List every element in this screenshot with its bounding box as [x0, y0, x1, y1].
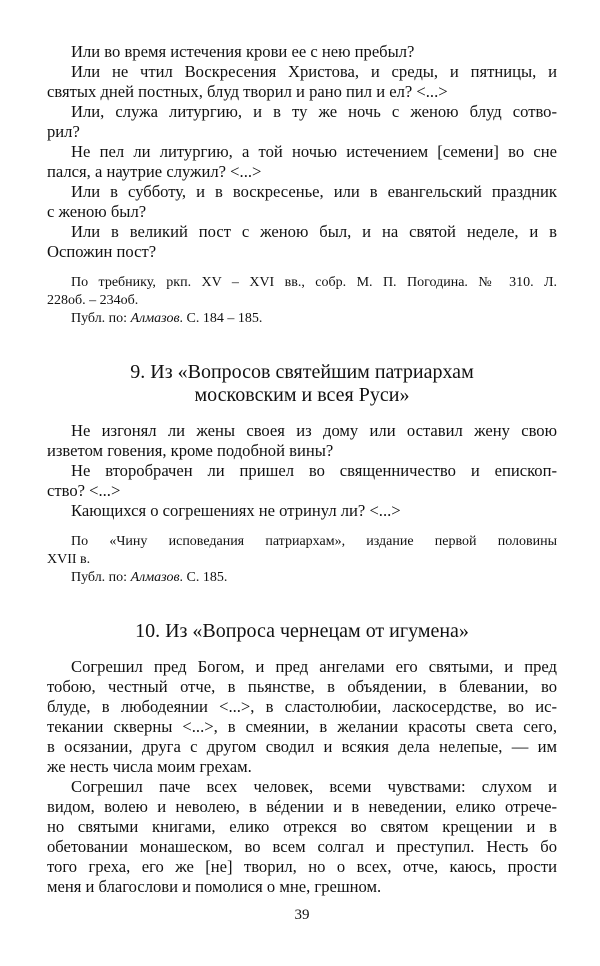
- text-line: же несть числа моим грехам.: [47, 757, 252, 776]
- text-line: Или не чтил Воскресения Христова, и среды, и пятницы, и: [71, 62, 557, 81]
- body-paragraph: [47, 222, 557, 262]
- text-line: XVII в.: [47, 552, 91, 567]
- text-line: По «Чину исповедания патриархам», издание первой половины: [71, 534, 557, 549]
- reference-text: Публ. по:: [71, 570, 131, 585]
- author-name: Алмазов: [130, 311, 180, 326]
- section-heading: [47, 620, 557, 643]
- text-line: Кающихся о согрешениях не отринул ли? <...>: [71, 501, 401, 520]
- source-note: [47, 569, 557, 587]
- text-line: меня и благослови и помолися о мне, грешном.: [47, 877, 382, 896]
- text-line: но святыми книгами, елико отрекся во святом крещении и в: [47, 817, 557, 836]
- text-line: изветом говения, кроме подобной вины?: [47, 441, 334, 460]
- body-paragraph: [47, 657, 557, 777]
- text-line: Или в субботу, и в воскресенье, или в евангельский праздник: [71, 182, 557, 201]
- source-note: [47, 274, 557, 310]
- text-line: Или в великий пост с женою был, и на святой неделе, и в: [71, 222, 557, 241]
- document-page: [47, 42, 557, 925]
- body-paragraph: [47, 501, 557, 521]
- text-line: Согрешил пред Богом, и пред ангелами его святыми, и пред: [71, 657, 557, 676]
- text-line: Не второбрачен ли пришел во священничество и епископ-: [71, 461, 557, 480]
- text-line: Или, служа литургию, и в ту же ночь с женою блуд сотво-: [71, 102, 557, 121]
- text-line: ство? <...>: [47, 481, 121, 500]
- text-line: тобою, честный отче, в пьянстве, в объядении, в блевании, во: [47, 677, 557, 696]
- body-paragraph: [47, 102, 557, 142]
- text-line: Или во время истечения крови ее с нею пребыл?: [71, 42, 415, 61]
- text-line: пался, а наутрие служил? <...>: [47, 162, 262, 181]
- text-line: того греха, его же [не] творил, но о всех, отче, каюсь, прости: [47, 857, 557, 876]
- text-line: в осязании, друга с другом сводил и всякия дела нелепые, — им: [47, 737, 557, 756]
- body-paragraph: [47, 62, 557, 102]
- body-paragraph: [47, 142, 557, 182]
- text-line: 9. Из «Вопросов святейшим патриархам: [130, 361, 474, 383]
- source-note: [47, 533, 557, 569]
- body-paragraph: [47, 461, 557, 501]
- reference-text: . С. 185.: [179, 570, 228, 585]
- text-line: Не изгонял ли жены своея из дому или оставил жену свою: [71, 421, 557, 440]
- body-paragraph: [47, 777, 557, 897]
- text-line: обетовании монашеском, во всем солгал и преступил. Несть бо: [47, 837, 557, 856]
- body-paragraph: [47, 421, 557, 461]
- section-heading: [47, 361, 557, 407]
- author-name: Алмазов: [130, 570, 180, 585]
- source-note: [47, 310, 557, 328]
- text-line: святых дней постных, блуд творил и рано пил и ел? <...>: [47, 82, 448, 101]
- text-line: московским и всея Руси»: [194, 384, 410, 406]
- body-paragraph: [47, 42, 557, 62]
- text-line: рил?: [47, 122, 80, 141]
- text-line: видом, волею и неволею, в вéдении и в неведении, елико отрече-: [47, 797, 557, 816]
- reference-text: . С. 184 – 185.: [179, 311, 263, 326]
- text-line: с женою был?: [47, 202, 147, 221]
- text-line: Оспожин пост?: [47, 242, 157, 261]
- publication-reference: [47, 569, 557, 587]
- text-line: Не пел ли литургию, а той ночью истечением [семени] во сне: [71, 142, 557, 161]
- text-line: 228об. – 234об.: [47, 293, 139, 308]
- text-line: По требнику, ркп. XV – XVI вв., собр. М. П. Погодина. № 310. Л.: [71, 275, 557, 290]
- text-line: блуде, в любодеянии <...>, в сластолюбии, ласкосердстве, во ис-: [47, 697, 557, 716]
- publication-reference: [47, 310, 557, 328]
- text-line: текании скверны <...>, в смеянии, в желании красоты света сего,: [47, 717, 557, 736]
- body-paragraph: [47, 182, 557, 222]
- reference-text: Публ. по:: [71, 311, 131, 326]
- text-line: Согрешил паче всех человек, всеми чувствами: слухом и: [71, 777, 557, 796]
- text-line: 10. Из «Вопроса чернецам от игумена»: [135, 620, 469, 642]
- page-number: 39: [294, 907, 310, 923]
